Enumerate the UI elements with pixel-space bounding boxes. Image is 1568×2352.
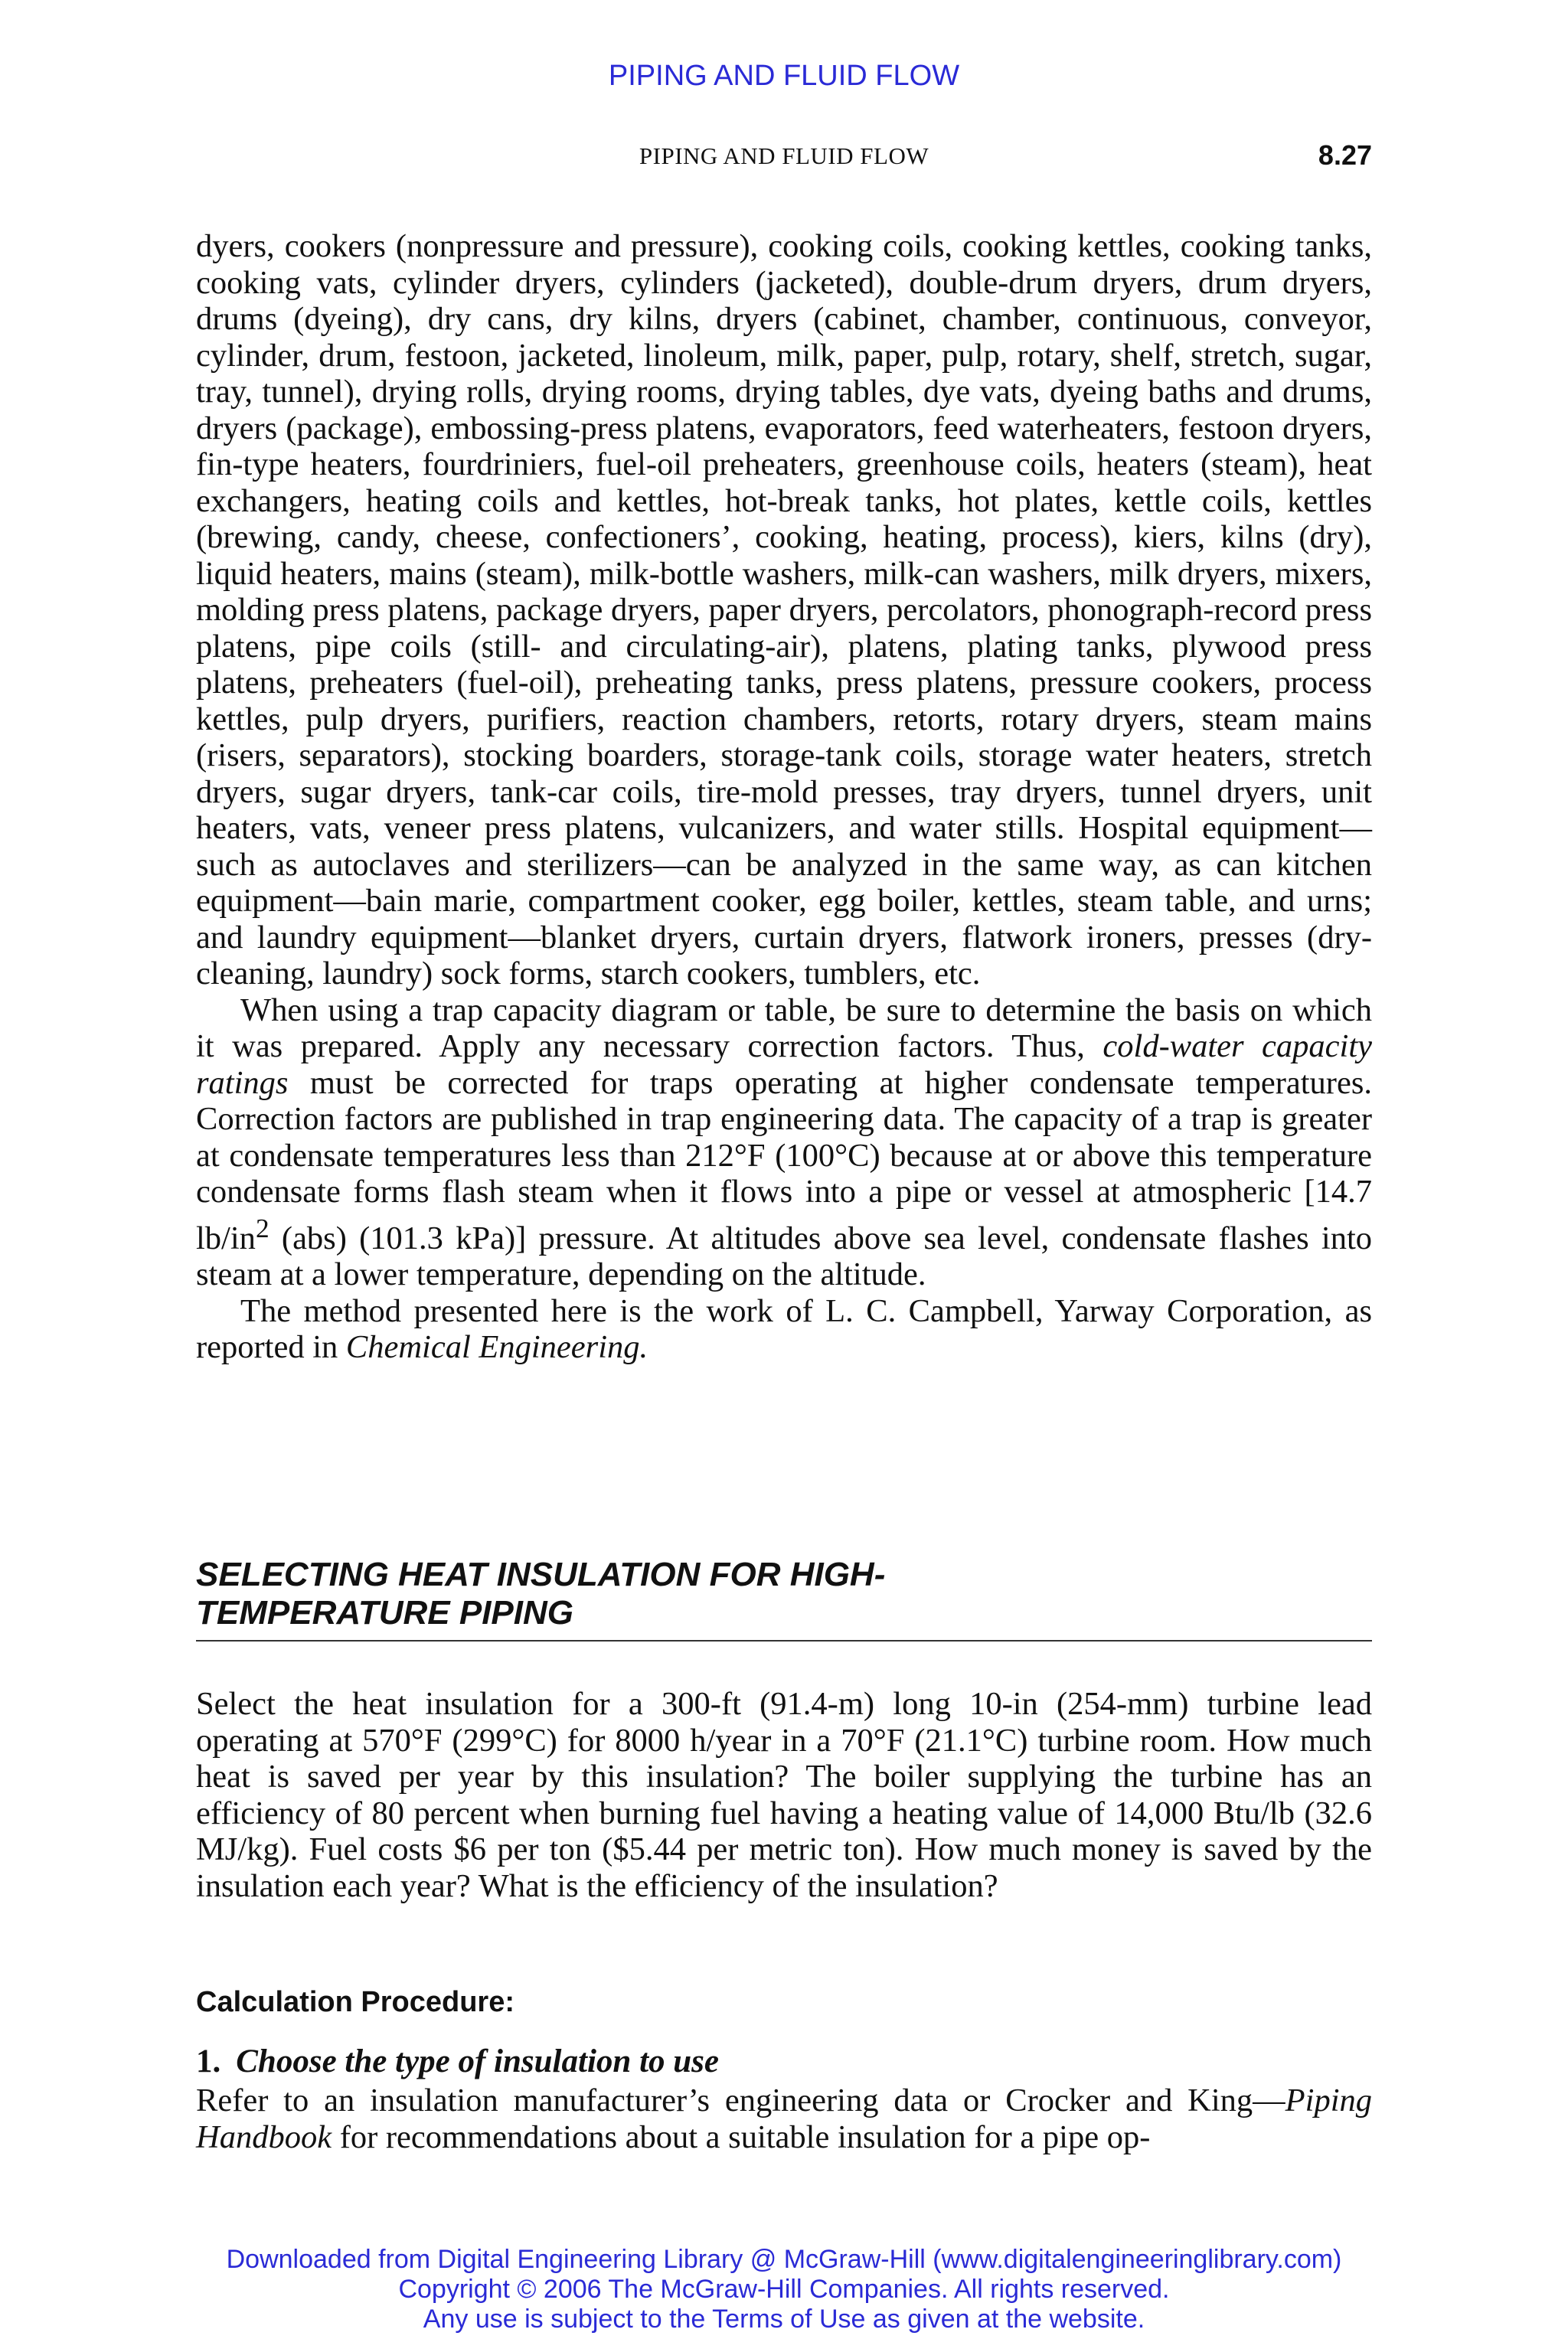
text-run: (abs) (101.3 kPa)] pressure. At altitudes above sea level, condensate flashes into steam at a lower temperature, depending on the altitude. <box>196 1220 1372 1293</box>
step-number: 1. <box>196 2043 221 2079</box>
footer-copyright-link[interactable]: Copyright © 2006 The McGraw-Hill Companies. All rights reserved. <box>398 2275 1170 2304</box>
footer-terms-link[interactable]: Any use is subject to the Terms of Use as given at the website. <box>423 2305 1145 2334</box>
superscript: 2 <box>255 1212 270 1243</box>
step-1-heading <box>196 2043 719 2080</box>
paragraph-equipment-list: dyers, cookers (nonpressure and pressure), cooking coils, cooking kettles, cooking tanks, cooking vats, cylinder dryers, cylinders (jacketed), double-drum dryers, drum dryers, drums (dyeing), dry cans, dry kilns, dryers (cabinet, chamber, continuous, conveyor, cylinder, drum, festoon, jacketed, linoleum, milk, paper, pulp, rotary, shelf, stretch, sugar, tray, tunnel), drying rolls, drying rooms, drying tables, dye vats, dyeing baths and drums, dryers (package), embossing-press platens, evaporators, feed waterheaters, festoon dryers, fin-type heaters, fourdriniers, fuel-oil preheaters, greenhouse coils, heaters (steam), heat exchangers, heating coils and kettles, hot-break tanks, hot plates, kettle coils, kettles (brewing, candy, cheese, confectioners’, cooking, heating, process), kiers, kilns (dry), liquid heaters, mains (steam), milk-bottle washers, milk-can washers, milk dryers, mixers, molding press platens, package dryers, paper dryers, percolators, phonograph-record press platens, pipe coils (still- and circulating-air), platens, plating tanks, plywood press platens, preheaters (fuel-oil), preheating tanks, press platens, pressure cookers, process kettles, pulp dryers, purifiers, reaction chambers, retorts, rotary dryers, steam mains (risers, separators), stocking boarders, storage-tank coils, storage water heaters, stretch dryers, sugar dryers, tank-car coils, tire-mold presses, tray dryers, tunnel dryers, unit heaters, vats, veneer press platens, vulcanizers, and water stills. Hospital equipment—such as autoclaves and sterilizers—can be analyzed in the same way, as can kitchen equipment—bain marie, compartment cooker, egg boiler, kettles, steam table, and urns; and laundry equipment—blanket dryers, curtain dryers, flatwork ironers, presses (dry-cleaning, laundry) sock forms, starch cookers, tumblers, etc. <box>196 228 1372 991</box>
section-title-line-1: SELECTING HEAT INSULATION FOR HIGH- <box>196 1556 886 1593</box>
problem-statement: Select the heat insulation for a 300-ft (91.4-m) long 10-in (254-mm) turbine lead operating at 570°F (299°C) for 8000 h/year in a 70°F (21.1°C) turbine room. How much heat is saved per year by this insulation? The boiler supplying the turbine has an efficiency of 80 percent when burning fuel having a heating value of 14,000 Btu/lb (32.6 MJ/kg). Fuel costs $6 per ton ($5.44 per metric ton). How much money is saved by the insulation each year? What is the efficiency of the insulation? <box>196 1686 1372 1904</box>
body-text <box>196 228 1372 1366</box>
running-head: PIPING AND FLUID FLOW <box>639 142 929 169</box>
footer <box>0 2245 1568 2334</box>
italic-term: cold-water capacity ratings <box>196 1028 1373 1101</box>
chapter-link[interactable]: PIPING AND FLUID FLOW <box>608 60 960 92</box>
text-run: Refer to an insulation manufacturer’s engineering data or Crocker and King— <box>196 2082 1285 2118</box>
paragraph-trap-capacity <box>196 992 1372 1293</box>
calculation-procedure-heading: Calculation Procedure: <box>196 1986 514 2018</box>
footer-download-link[interactable]: Downloaded from Digital Engineering Library @ McGraw-Hill (www.digitalengineeringlibrary.com) <box>226 2245 1342 2274</box>
section-title-line-2: TEMPERATURE PIPING <box>196 1594 574 1632</box>
page-number: 8.27 <box>1318 139 1372 171</box>
book-title: Piping Handbook <box>196 2082 1372 2155</box>
section-title <box>196 1556 1372 1642</box>
text-run: When using a trap capacity diagram or table, be sure to determine the basis on which it was prepared. Apply any necessary correction factors. Thus, <box>196 991 1372 1064</box>
step-1-text <box>196 2082 1372 2155</box>
text-run: The method presented here is the work of L. C. Campbell, Yarway Corporation, as reported in <box>196 1292 1372 1366</box>
paragraph-method-source <box>196 1293 1372 1366</box>
journal-title: Chemical Engineering. <box>345 1329 648 1366</box>
step-title: Choose the type of insulation to use <box>236 2043 719 2079</box>
text-run: must be corrected for traps operating at higher condensate temperatures. Correction factors are published in trap engineering data. The capacity of a trap is greater at condensate temperatures less than 212°F (100°C) because at or above this temperature condensate forms flash steam when it flows into a pipe or vessel at atmospheric [14.7 lb/in <box>196 1064 1372 1256</box>
text-run: for recommendations about a suitable insulation for a pipe op- <box>332 2118 1151 2155</box>
